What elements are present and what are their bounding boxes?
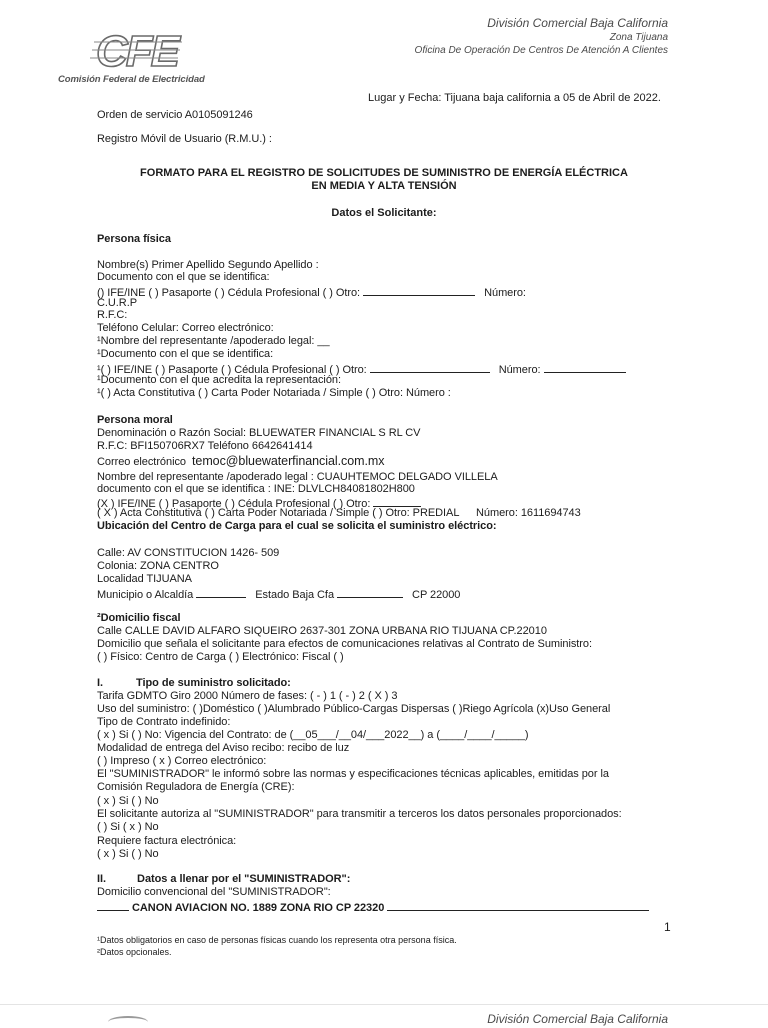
pf-rep-accredit-options: ¹( ) Acta Constitutiva ( ) Carta Poder Notariada / Simple ( ) Otro: Número : [97, 387, 451, 399]
page-break [0, 1004, 768, 1005]
pf-rep-number-label: Número: [498, 364, 541, 376]
supply-invoice-options: ( x ) Si ( ) No [97, 848, 159, 860]
zone-header: Zona Tijuana [609, 32, 668, 43]
cfe-logo [58, 22, 228, 90]
supply-validity: ( x ) Si ( ) No: Vigencia del Contrato: de (__05___/__04/___2022__) a (____/____/_____) [97, 729, 529, 741]
form-title-line2: EN MEDIA Y ALTA TENSIÓN [311, 180, 457, 192]
pf-rep-doc-options-text: ¹( ) IFE/INE ( ) Pasaporte ( ) Cédula Profesional ( ) Otro: [97, 364, 367, 376]
fiscal-street: Calle CALLE DAVID ALFARO SIQUEIRO 2637-301 ZONA URBANA RIO TIJUANA CP.22010 [97, 625, 547, 637]
pm-rep-doc-options-text: (X ) IFE/INE ( ) Pasaporte ( ) Cédula Profesional ( ) Otro: [97, 498, 371, 510]
lc-street: Calle: AV CONSTITUCION 1426- 509 [97, 547, 280, 559]
lc-cp: CP 22000 [412, 589, 461, 601]
pf-rfc: R.F.C: [97, 309, 128, 321]
supply-informed-options: ( x ) Si ( ) No [97, 795, 159, 807]
pf-doc-label: Documento con el que se identifica: [97, 271, 270, 283]
supplier-address-trail-blank [387, 899, 649, 911]
supply-authorize: El solicitante autoriza al "SUMINISTRADOR" para transmitir a terceros los datos personales proporcionados: [97, 808, 622, 820]
supply-numeral: I. [97, 677, 104, 689]
supplier-numeral: II. [97, 873, 107, 885]
supplier-address-lead-blank [97, 899, 129, 911]
pf-rep-name: ¹Nombre del representante /apoderado legal: __ [97, 335, 330, 347]
pf-number-label: Número: [484, 287, 526, 299]
service-order: Orden de servicio A0105091246 [97, 109, 253, 121]
lc-municipality-row [97, 586, 460, 602]
lc-locality: Localidad TIJUANA [97, 573, 192, 585]
lc-state-blank [337, 586, 403, 598]
logo-caption: Comisión Federal de Electricidad [58, 74, 205, 85]
fiscal-heading: ²Domicilio fiscal [97, 612, 181, 624]
supply-delivery: Modalidad de entrega del Aviso recibo: recibo de luz [97, 742, 350, 754]
pm-email-label: Correo electrónico [97, 456, 186, 468]
page-number: 1 [664, 920, 671, 934]
pf-names: Nombre(s) Primer Apellido Segundo Apellido : [97, 259, 319, 271]
pf-other-blank [363, 284, 475, 296]
supply-informed2: Comisión Reguladora de Energía (CRE): [97, 781, 295, 793]
lc-state: Estado Baja Cfa [255, 589, 335, 601]
supply-invoice: Requiere factura electrónica: [97, 835, 237, 847]
pm-email-row [97, 455, 384, 469]
pf-rep-number-blank [544, 361, 626, 373]
pf-rep-accredit-label: ¹Documento con el que acredita la representación: [97, 374, 341, 386]
pf-curp: C.U.R.P [97, 297, 137, 309]
rmu-label: Registro Móvil de Usuario (R.M.U.) : [97, 133, 272, 145]
persona-fisica-heading: Persona física [97, 233, 171, 245]
pm-accredit-row [97, 507, 581, 520]
footnote-1: ¹Datos obligatorios en caso de personas físicas cuando los representa otra persona física. [97, 935, 457, 945]
supply-heading: Tipo de suministro solicitado: [136, 677, 291, 689]
lc-municipality-blank [196, 586, 246, 598]
pf-rep-doc-label: ¹Documento con el que se identifica: [97, 348, 274, 360]
lc-municipality: Municipio o Alcaldía [97, 589, 194, 601]
fiscal-comm-options: ( ) Físico: Centro de Carga ( ) Electrónico: Fiscal ( ) [97, 651, 344, 663]
load-center-heading: Ubicación del Centro de Carga para el cual se solicita el suministro eléctrico: [97, 520, 497, 532]
pf-doc-options-text: () IFE/INE ( ) Pasaporte ( ) Cédula Profesional ( ) Otro: [97, 287, 361, 299]
pm-email: temoc@bluewaterfinancial.com.mx [192, 454, 385, 468]
place-date: Lugar y Fecha: Tijuana baja california a 05 de Abril de 2022. [368, 92, 661, 104]
pf-doc-options [97, 284, 526, 300]
footnote-2: ²Datos opcionales. [97, 947, 172, 957]
pm-accredit-number: Número: 1611694743 [476, 507, 581, 519]
supply-contract-type: Tipo de Contrato indefinido: [97, 716, 231, 728]
supplier-heading: Datos a llenar por el "SUMINISTRADOR": [137, 873, 351, 885]
pm-rep: Nombre del representante /apoderado legal : CUAUHTEMOC DELGADO VILLELA [97, 471, 498, 483]
pm-accredit: ( X ) Acta Constitutiva ( ) Carta Poder Notariada / Simple ( ) Otro: PREDIAL [97, 507, 459, 519]
supply-use: Uso del suministro: ( )Doméstico ( )Alumbrado Público-Cargas Dispersas ( )Riego Agrícola (x)Uso General [97, 703, 611, 715]
pm-other-blank [373, 495, 421, 507]
next-page-logo-fragment [108, 1016, 148, 1028]
applicant-heading: Datos el Solicitante: [331, 207, 437, 219]
supplier-address-row [97, 899, 649, 915]
pm-company: Denominación o Razón Social: BLUEWATER FINANCIAL S RL CV [97, 427, 421, 439]
office-header: Oficina De Operación De Centros De Atención A Clientes [414, 45, 668, 56]
supply-tariff: Tarifa GDMTO Giro 2000 Número de fases: ( - ) 1 ( - ) 2 ( X ) 3 [97, 690, 398, 702]
supply-informed: El "SUMINISTRADOR" le informó sobre las normas y especificaciones técnicas aplicables, emitidas por la [97, 768, 609, 780]
form-title-line1: FORMATO PARA EL REGISTRO DE SOLICITUDES DE SUMINISTRO DE ENERGÍA ELÉCTRICA [140, 167, 628, 179]
supplier-heading-row [97, 873, 350, 886]
supply-authorize-options: ( ) Si ( x ) No [97, 821, 159, 833]
logo-lettering: CFE [96, 27, 178, 76]
supply-heading-row [97, 677, 291, 690]
pm-rep-doc: documento con el que se identifica : INE: DLVLCH84081802H800 [97, 483, 415, 495]
lc-colony: Colonia: ZONA CENTRO [97, 560, 219, 572]
division-header: División Comercial Baja California [487, 16, 668, 30]
pf-rep-other-blank [370, 361, 490, 373]
fiscal-comm: Domicilio que señala el solicitante para efectos de comunicaciones relativas al Contrato de Suministro: [97, 638, 592, 650]
pm-rfc-phone: R.F.C: BFI150706RX7 Teléfono 6642641414 [97, 440, 313, 452]
supplier-address-label: Domicilio convencional del "SUMINISTRADOR": [97, 886, 331, 898]
pf-phone-email: Teléfono Celular: Correo electrónico: [97, 322, 274, 334]
next-page-division-header: División Comercial Baja California [487, 1012, 668, 1026]
supply-delivery-options: ( ) Impreso ( x ) Correo electrónico: [97, 755, 267, 767]
supplier-address: CANON AVIACION NO. 1889 ZONA RIO CP 22320 [132, 902, 385, 914]
persona-moral-heading: Persona moral [97, 414, 173, 426]
